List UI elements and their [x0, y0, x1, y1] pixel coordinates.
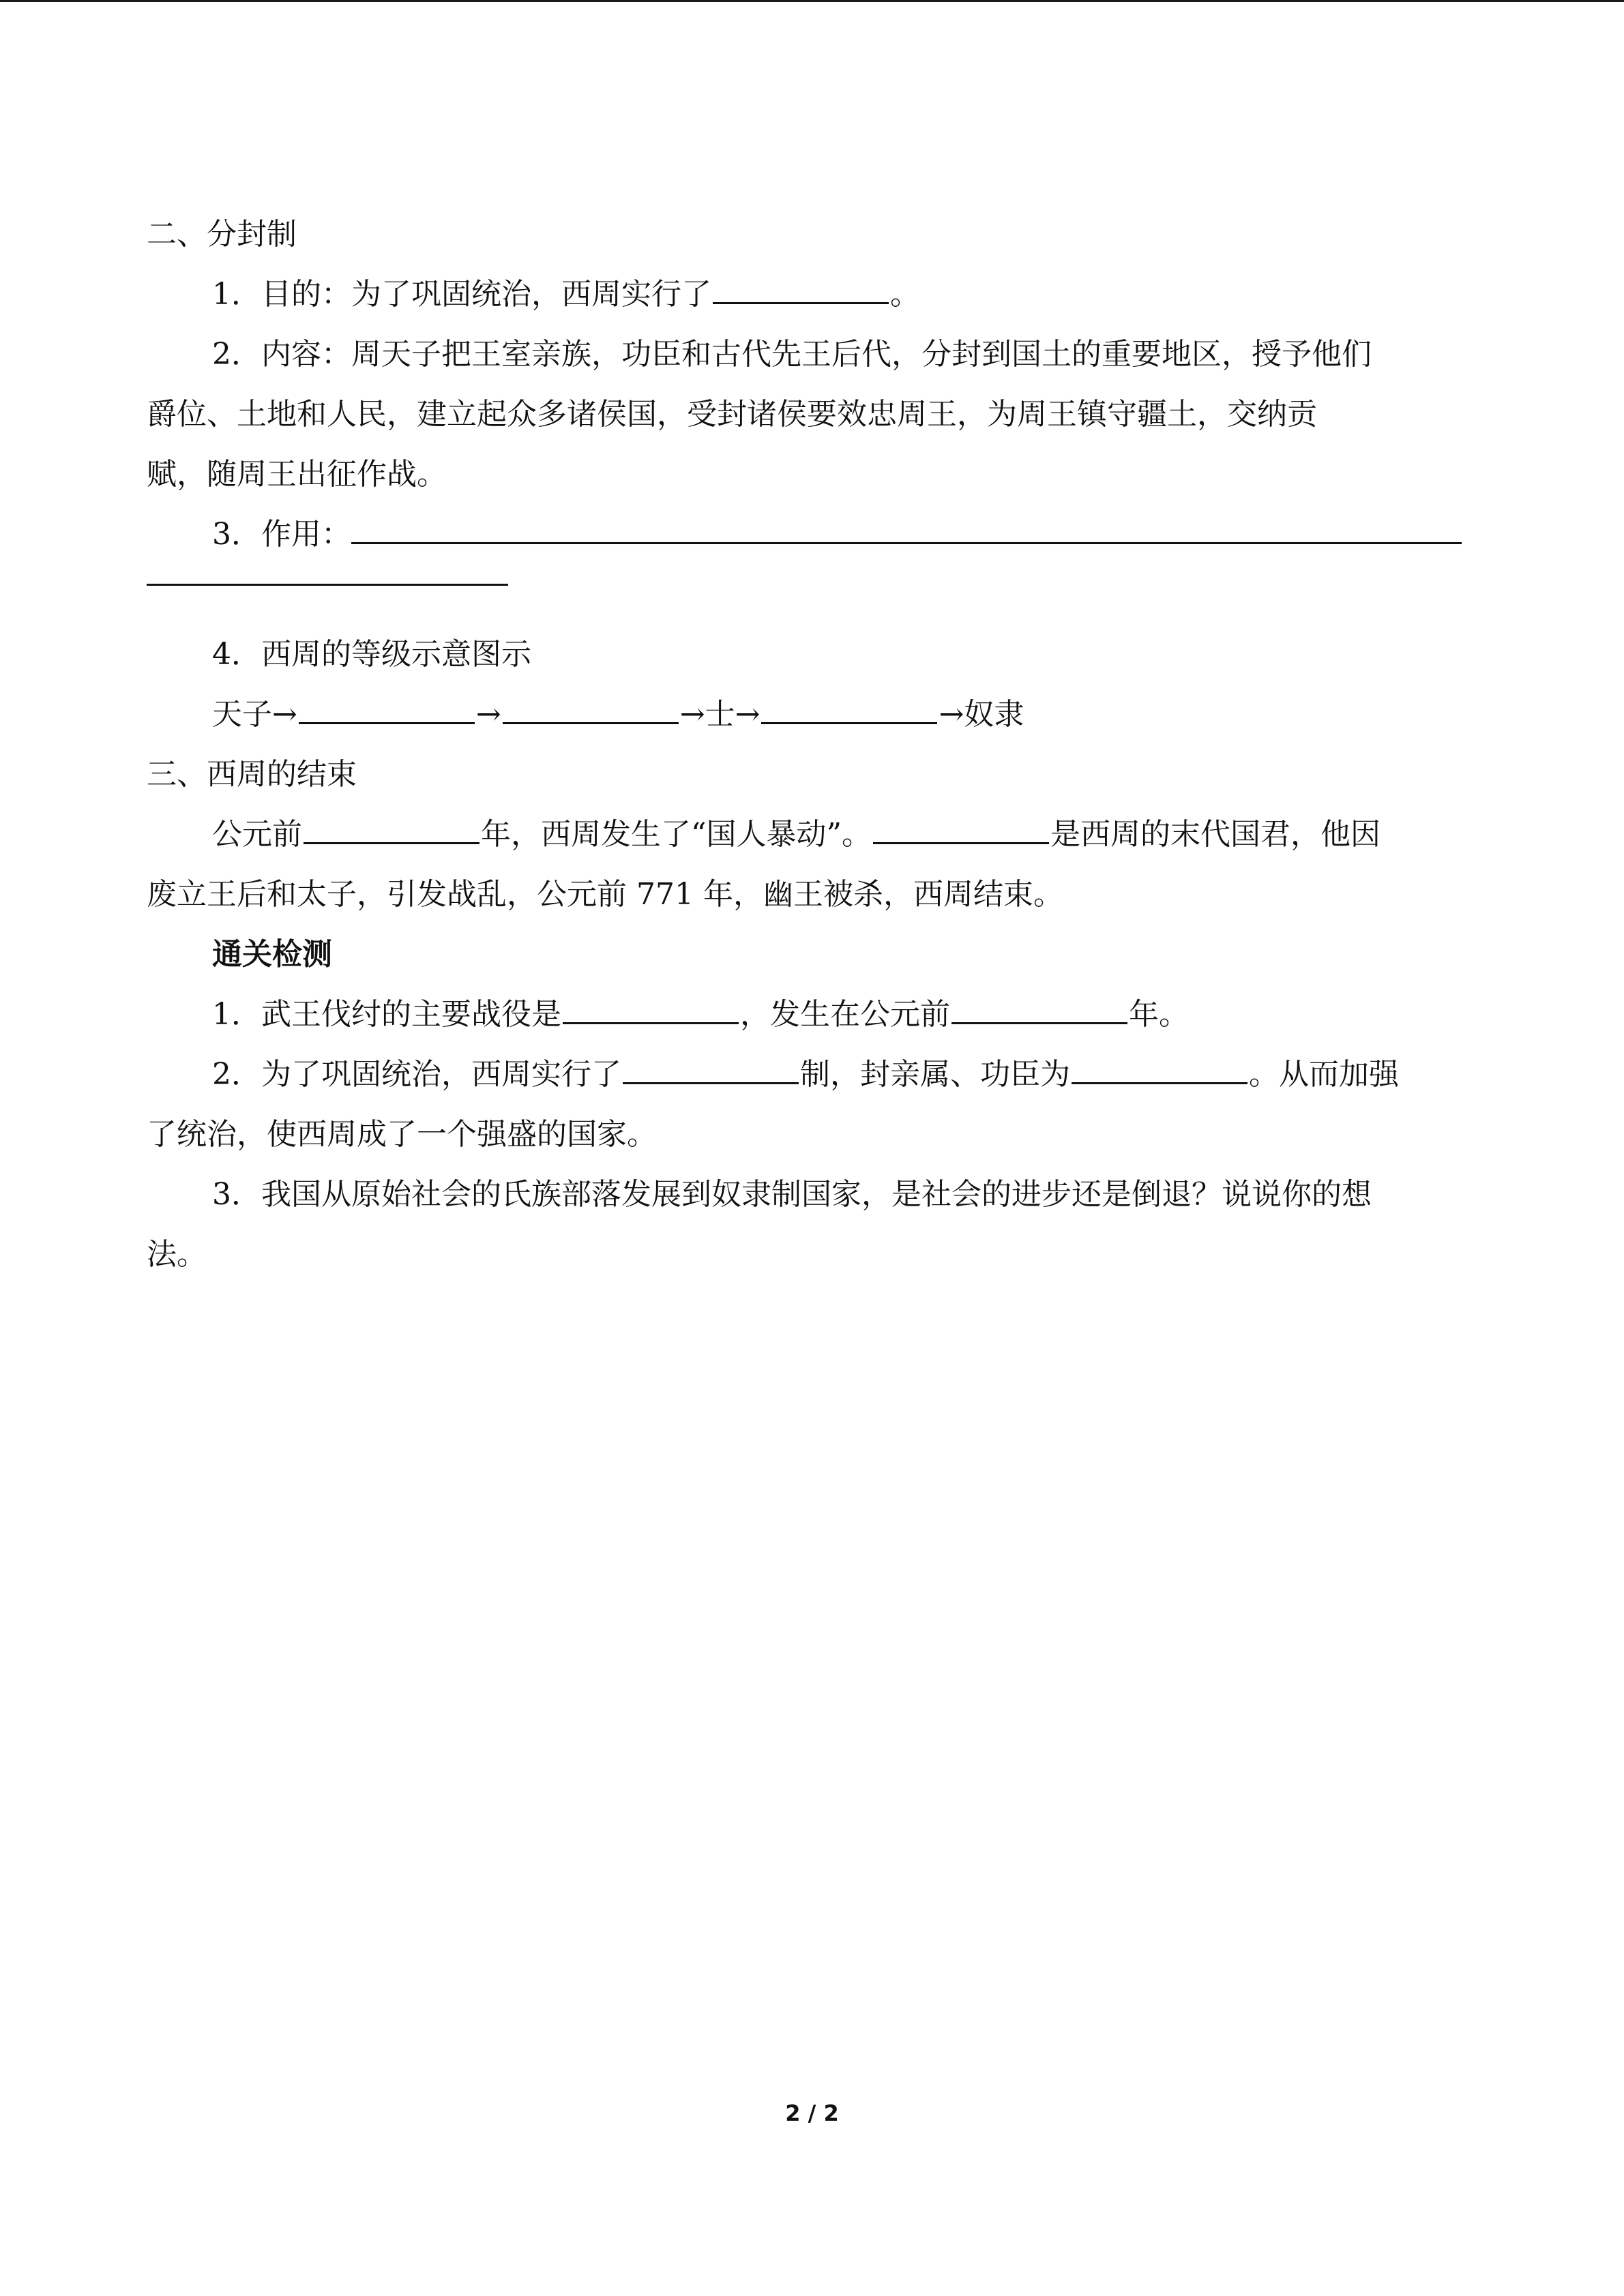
- section-heading-fenfeng: 二、分封制: [147, 217, 297, 252]
- quiz-heading: 通关检测: [212, 937, 332, 972]
- end-text-b: 年，西周发生了“国人暴动”。: [481, 817, 872, 852]
- answer-blank-effect[interactable]: [351, 512, 1462, 544]
- q1-text-a: 1．武王伐纣的主要战役是: [212, 997, 561, 1032]
- item-effect-label: 3．作用：: [212, 517, 351, 552]
- item-effect: [147, 505, 1474, 565]
- quiz-question-1: [147, 985, 1474, 1045]
- hierarchy-arrow: →: [475, 697, 501, 732]
- item-content-line2: 爵位、土地和人民，建立起众多诸侯国，受封诸侯要效忠周王，为周王镇守疆土，交纳贡: [147, 397, 1317, 432]
- item-purpose-text: 1．目的：为了巩固统治，西周实行了: [212, 277, 711, 312]
- item-content-line1: 2．内容：周天子把王室亲族，功臣和古代先王后代，分封到国土的重要地区，授予他们: [212, 337, 1372, 372]
- q2-text-a: 2．为了巩固统治，西周实行了: [212, 1057, 621, 1092]
- item-purpose-end: 。: [890, 277, 920, 312]
- answer-blank-rank2[interactable]: [503, 692, 679, 724]
- section-heading-end-of-zhou: 三、西周的结束: [147, 757, 357, 792]
- answer-blank-year[interactable]: [304, 812, 479, 844]
- answer-blank-system[interactable]: [623, 1052, 799, 1084]
- answer-blank-effect-continued[interactable]: [147, 565, 1474, 625]
- q1-text-b: ，发生在公元前: [740, 997, 950, 1032]
- end-paragraph-line2: 废立王后和太子，引发战乱，公元前 771 年，幽王被杀，西周结束。: [147, 877, 1063, 912]
- answer-blank-rank1[interactable]: [299, 692, 475, 724]
- end-text-a: 公元前: [212, 817, 302, 852]
- quiz-question-3: 3．我国从原始社会的氏族部落发展到奴隶制国家，是社会的进步还是倒退？说说你的想: [212, 1177, 1372, 1212]
- q1-text-c: 年。: [1129, 997, 1189, 1032]
- quiz-question-3-line2: 法。: [147, 1237, 207, 1272]
- hierarchy-chain: [147, 685, 1474, 745]
- q2-text-b: 制，封亲属、功臣为: [800, 1057, 1070, 1092]
- hierarchy-start: 天子→: [212, 697, 297, 732]
- answer-blank-vassal[interactable]: [1072, 1052, 1247, 1084]
- answer-blank-last-king[interactable]: [873, 812, 1049, 844]
- answer-blank-battle[interactable]: [563, 992, 739, 1024]
- item-content-line3: 赋，随周王出征作战。: [147, 457, 447, 492]
- quiz-question-2-line2: 了统治，使西周成了一个强盛的国家。: [147, 1117, 657, 1152]
- end-text-c: 是西周的末代国君，他因: [1050, 817, 1381, 852]
- hierarchy-mid: →士→: [679, 697, 761, 732]
- quiz-question-2: [147, 1045, 1474, 1105]
- answer-blank-rank3[interactable]: [761, 692, 937, 724]
- top-border: [0, 0, 1624, 2]
- item-hierarchy-label: 4．西周的等级示意图示: [212, 637, 531, 672]
- answer-blank-battle-year[interactable]: [951, 992, 1127, 1024]
- page-number: 2 / 2: [785, 2100, 839, 2126]
- item-purpose: [147, 265, 1474, 325]
- hierarchy-end: →奴隶: [939, 697, 1024, 732]
- q2-text-c: 。从而加强: [1249, 1057, 1399, 1092]
- document-page: [147, 205, 1474, 1285]
- answer-blank-purpose[interactable]: [713, 272, 889, 304]
- end-paragraph-line1: [147, 805, 1474, 865]
